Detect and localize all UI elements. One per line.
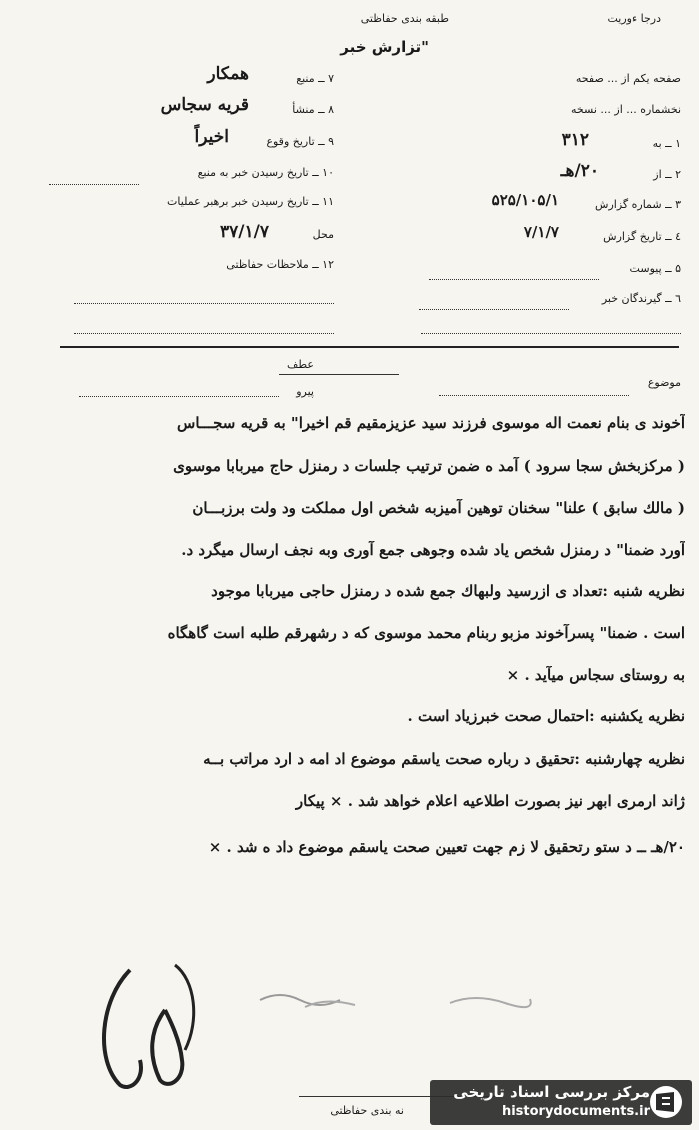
faded-stamp-icon: [255, 985, 365, 1015]
body-line-2: ( مرکزبخش سجا سرود ) آمد ه ضمن ترتیب جلسات د رمنزل حاج میربابا موسوی: [173, 457, 685, 475]
page-count-row: [576, 72, 681, 85]
logo-url: historydocuments.ir: [501, 1104, 650, 1119]
field-occurrence-date-value: اخیراً: [194, 127, 229, 147]
body-line-7: به روستای سجاس میآید . ×: [506, 666, 685, 684]
page-count-text: صفحه یکم از ... صفحه: [575, 72, 681, 85]
security-classification-title: طبقه بندی حفاظتی: [360, 12, 449, 25]
body-line-1: آخوند ی بنام نعمت اله موسوی فرزند سید عزیزمقیم قم اخیرا" به قریه سجـــاس: [177, 414, 685, 432]
body-line-6: است . ضمنا" پسرآخوند مزبو ربنام محمد موسوی که د رشهرقم طلبه است گاهگاه: [167, 624, 685, 642]
body-line-8: نظریه یکشنبه :احتمال صحت خبرزیاد است .: [407, 707, 685, 725]
footer-classification: نه بندی حفاظتی: [330, 1104, 404, 1117]
body-line-5: نظریه شنبه :تعداد ی ازرسید ولبهاك جمع شده د رمنزل حاجی میربابا موجود: [211, 582, 685, 600]
reference-label: عطف: [287, 358, 314, 371]
field-recipients-dots: [419, 298, 569, 317]
subject-dots: [439, 384, 629, 403]
field-place-value: ۳۷/۱/۷: [220, 222, 269, 242]
field-arrival-to-source-label: ۱۰ ــ تاریخ رسیدن خبر به منبع: [197, 166, 334, 179]
copy-number-text: نخشماره ... از ... نسخه: [571, 103, 681, 116]
field-report-number-label: ۳ ــ شماره گزارش: [595, 198, 681, 211]
field-arrival-dots: [49, 173, 139, 192]
field-place-label: محل: [312, 228, 334, 241]
field-attachment-dots: [429, 268, 599, 287]
field-recipients-label: ٦ ــ گیرندگان خبر: [601, 292, 681, 305]
field-from-value: ۲۰/هـ: [560, 161, 599, 181]
body-line-9: نظریه چهارشنبه :تحقیق د رباره صحت یاسقم موضوع اد امه د ارد مراتب بــه: [203, 750, 685, 768]
field-source-label: ۷ ــ منبع: [296, 72, 334, 85]
copy-number-row: [571, 103, 681, 116]
notes-dots-2: [74, 322, 334, 341]
body-line-10: ژاند ارمری ابهر نیز بصورت اطلاعیه اعلام خواهد شد . × پیکار: [295, 792, 685, 810]
logo-title: مرکز بررسی اسناد تاریخی: [453, 1083, 650, 1101]
field-from-label: ۲ ــ از: [653, 168, 681, 181]
subject-label: موضوع: [647, 376, 681, 389]
field-arrival-to-leader-label: ۱۱ ــ تاریخ رسیدن خبر برهبر عملیات: [167, 195, 334, 208]
field-origin-label: ۸ ــ منشأ: [292, 103, 334, 116]
field-report-date-label: ٤ ــ تاریخ گزارش: [603, 230, 681, 243]
followup-dots: [79, 385, 279, 404]
report-title: "تزارش خبر: [340, 38, 429, 56]
field-security-notes-label: ۱۲ ــ ملاحظات حفاظتی: [226, 258, 334, 271]
header-separator: [60, 346, 679, 348]
notes-dots-1: [74, 292, 334, 311]
field-attachment-label: ۵ ــ پیوست: [629, 262, 681, 275]
faded-mark-icon: [445, 985, 535, 1015]
body-line-4: آورد ضمنا" د رمنزل شخص یاد شده وجوهی جمع آوری وبه نجف ارسال میگرد د.: [181, 541, 685, 559]
field-occurrence-date-label: ۹ ــ تاریخ وقوع: [266, 135, 334, 148]
history-documents-logo: [430, 1080, 692, 1125]
reference-divider: [279, 374, 399, 375]
classification-label: درجا ءوریت: [607, 12, 661, 25]
field-report-number-value: ۵۲۵/۱۰۵/۱: [491, 191, 559, 209]
field-to-value: ۳۱۲: [561, 130, 589, 150]
field-report-date-value: ۷/۱/۷: [523, 223, 559, 241]
field-source-value: همکار: [207, 64, 249, 84]
followup-label: پیرو: [296, 385, 314, 398]
field-origin-value: قریه سجاس: [160, 95, 249, 115]
body-line-11: ۲۰/هـ ــ د ستو رتحقیق لا زم جهت تعیین صحت یاسقم موضوع داد ه شد . ×: [208, 838, 685, 856]
signature-scribble-icon: [90, 960, 220, 1100]
body-line-3: ( مالك سابق ) علنا" سخنان توهین آمیزبه شخص اول مملکت ود ولت برزبـــان: [192, 499, 685, 517]
field-to-label: ۱ ــ به: [652, 137, 681, 150]
field-recipients-dots-2: [421, 322, 681, 341]
